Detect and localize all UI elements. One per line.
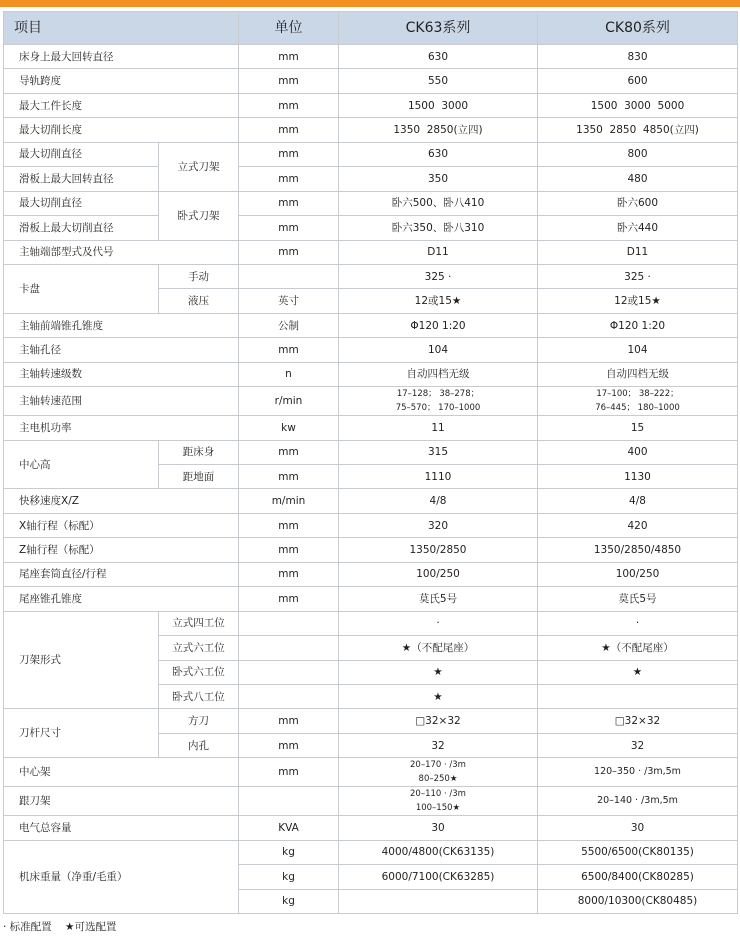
ck63-steady-line-2: 80–250★ [418, 774, 458, 785]
ck80-value: 自动四档无级 [538, 362, 738, 386]
ck63-speed-line-2: 75–570； 170–1000 [395, 403, 481, 414]
ck63-value: 11 [339, 416, 538, 440]
table-row [4, 338, 738, 362]
row-name: 中心高 [4, 440, 159, 489]
row-unit: n [239, 362, 339, 386]
ck80-value: · [538, 611, 738, 635]
row-unit: mm [239, 758, 339, 787]
row-unit [239, 684, 339, 708]
ck80-value: ★ [538, 660, 738, 684]
ck80-speed-line-1: 17–100； 38–222； [596, 389, 679, 400]
sub-label: 卧式六工位 [159, 660, 239, 684]
sub-label: 方刀 [159, 709, 239, 733]
header-row [4, 12, 738, 45]
ck63-value: 104 [339, 338, 538, 362]
row-name: 主电机功率 [4, 416, 239, 440]
row-unit: mm [239, 216, 339, 240]
row-unit: kw [239, 416, 339, 440]
table-row [4, 69, 738, 93]
row-unit: mm [239, 118, 339, 142]
table-row [4, 489, 738, 513]
ck80-value: 卧六600 [538, 191, 738, 215]
sub-label: 液压 [159, 289, 239, 313]
table-row [4, 611, 738, 635]
ck80-value: 12或15★ [538, 289, 738, 313]
ck63-value: ★（不配尾座） [339, 636, 538, 660]
ck63-value: 1350 2850(立四) [339, 118, 538, 142]
sub-label: 立式四工位 [159, 611, 239, 635]
row-unit: mm [239, 733, 339, 757]
row-unit: mm [239, 45, 339, 69]
row-unit [239, 660, 339, 684]
sub-label: 立式六工位 [159, 636, 239, 660]
row-unit: mm [239, 191, 339, 215]
ck80-value: 卧六440 [538, 216, 738, 240]
ck80-value: 6500/8400(CK80285) [538, 865, 738, 889]
ck80-value: 800 [538, 142, 738, 166]
row-name: 最大切削长度 [4, 118, 239, 142]
table-row [4, 362, 738, 386]
row-unit: mm [239, 240, 339, 264]
table-row [4, 240, 738, 264]
row-name: X轴行程（标配） [4, 513, 239, 537]
ck63-value: 350 [339, 167, 538, 191]
table-row [4, 216, 738, 240]
ck63-value: 1350/2850 [339, 538, 538, 562]
ck80-value: 104 [538, 338, 738, 362]
ck63-value: 315 [339, 440, 538, 464]
top-accent-bar [0, 0, 740, 7]
row-name: 主轴前端锥孔锥度 [4, 313, 239, 337]
ck80-value: 15 [538, 416, 738, 440]
ck63-value: 自动四档无级 [339, 362, 538, 386]
ck63-value: 630 [339, 45, 538, 69]
row-unit: kg [239, 889, 339, 913]
ck80-value: 325 · [538, 264, 738, 288]
ck63-follow-line-1: 20–110 · /3m [410, 789, 466, 800]
row-unit: mm [239, 167, 339, 191]
spec-table [3, 11, 738, 914]
ck80-value: 8000/10300(CK80485) [538, 889, 738, 913]
ck80-value: 1500 3000 5000 [538, 93, 738, 117]
row-unit: mm [239, 142, 339, 166]
sub-label: 距地面 [159, 465, 239, 489]
header-item: 项目 [4, 12, 239, 45]
sub-label: 内孔 [159, 733, 239, 757]
ck80-value: 400 [538, 440, 738, 464]
row-name: 滑板上最大回转直径 [4, 167, 159, 191]
ck63-value: 1500 3000 [339, 93, 538, 117]
ck80-value: 830 [538, 45, 738, 69]
ck63-value: 630 [339, 142, 538, 166]
table-row [4, 191, 738, 215]
row-name: 尾座锥孔锥度 [4, 587, 239, 611]
ck63-value: 卧六350、卧八310 [339, 216, 538, 240]
ck80-value: 1130 [538, 465, 738, 489]
ck63-value: 卧六500、卧八410 [339, 191, 538, 215]
ck63-value: 550 [339, 69, 538, 93]
ck80-value: 600 [538, 69, 738, 93]
ck80-value: ★（不配尾座） [538, 636, 738, 660]
ck63-follow-line-2: 100–150★ [415, 803, 461, 814]
row-unit: mm [239, 440, 339, 464]
sub-label: 距床身 [159, 440, 239, 464]
row-unit: 英寸 [239, 289, 339, 313]
row-unit [239, 636, 339, 660]
row-name: 导轨跨度 [4, 69, 239, 93]
row-name: 主轴转速范围 [4, 387, 239, 416]
row-name: 电气总容量 [4, 816, 239, 840]
ck80-value [538, 684, 738, 708]
table-row [4, 538, 738, 562]
row-name: 中心架 [4, 758, 239, 787]
ck63-value: D11 [339, 240, 538, 264]
row-name: 快移速度X/Z [4, 489, 239, 513]
ck63-value [339, 889, 538, 913]
table-row [4, 562, 738, 586]
header-ck63: CK63系列 [339, 12, 538, 45]
ck63-value: 1110 [339, 465, 538, 489]
ck80-value: 30 [538, 816, 738, 840]
ck63-value: 莫氏5号 [339, 587, 538, 611]
row-name: 跟刀架 [4, 787, 239, 816]
table-row [4, 167, 738, 191]
table-row [4, 313, 738, 337]
row-unit: mm [239, 93, 339, 117]
ck63-value [339, 787, 538, 816]
ck80-value: 5500/6500(CK80135) [538, 840, 738, 864]
ck80-value: 100/250 [538, 562, 738, 586]
row-name: 刀杆尺寸 [4, 709, 159, 758]
row-name: 主轴端部型式及代号 [4, 240, 239, 264]
row-unit: mm [239, 465, 339, 489]
row-unit [239, 787, 339, 816]
ck80-value: 420 [538, 513, 738, 537]
table-row [4, 387, 738, 416]
table-row [4, 142, 738, 166]
row-name: 最大工件长度 [4, 93, 239, 117]
header-unit: 单位 [239, 12, 339, 45]
ck80-value: D11 [538, 240, 738, 264]
ck63-value [339, 758, 538, 787]
ck80-value: 20–140 · /3m,5m [538, 787, 738, 816]
table-row [4, 264, 738, 288]
row-name: 机床重量（净重/毛重） [4, 840, 239, 913]
table-row [4, 758, 738, 787]
optional-config-note: ★可选配置 [65, 921, 117, 933]
row-unit: kg [239, 840, 339, 864]
ck80-value: □32×32 [538, 709, 738, 733]
ck63-value: □32×32 [339, 709, 538, 733]
row-unit: KVA [239, 816, 339, 840]
row-name: 床身上最大回转直径 [4, 45, 239, 69]
row-name: 主轴孔径 [4, 338, 239, 362]
ck80-value: 莫氏5号 [538, 587, 738, 611]
ck63-value: Φ120 1:20 [339, 313, 538, 337]
ck80-value: 1350 2850 4850(立四) [538, 118, 738, 142]
row-name: 尾座套筒直径/行程 [4, 562, 239, 586]
group-label: 卧式刀架 [159, 191, 239, 240]
row-name: 刀架形式 [4, 611, 159, 709]
row-name: 卡盘 [4, 264, 159, 313]
header-ck80: CK80系列 [538, 12, 738, 45]
ck63-value: 30 [339, 816, 538, 840]
table-row [4, 93, 738, 117]
table-row [4, 118, 738, 142]
row-name: 主轴转速级数 [4, 362, 239, 386]
table-row [4, 787, 738, 816]
row-unit: 公制 [239, 313, 339, 337]
ck80-value: Φ120 1:20 [538, 313, 738, 337]
ck63-value: 4/8 [339, 489, 538, 513]
table-row [4, 440, 738, 464]
row-unit: m/min [239, 489, 339, 513]
row-unit: mm [239, 338, 339, 362]
row-name: 最大切削直径 [4, 142, 159, 166]
sub-label: 手动 [159, 264, 239, 288]
sub-label: 卧式八工位 [159, 684, 239, 708]
group-label: 立式刀架 [159, 142, 239, 191]
table-row [4, 45, 738, 69]
row-name: Z轴行程（标配） [4, 538, 239, 562]
row-unit: mm [239, 562, 339, 586]
table-row [4, 416, 738, 440]
ck63-value: ★ [339, 660, 538, 684]
ck80-value: 4/8 [538, 489, 738, 513]
standard-config-note: · 标准配置 [3, 921, 52, 933]
row-unit: mm [239, 538, 339, 562]
ck63-value: ★ [339, 684, 538, 708]
ck80-value: 32 [538, 733, 738, 757]
ck63-value: 6000/7100(CK63285) [339, 865, 538, 889]
ck80-value: 1350/2850/4850 [538, 538, 738, 562]
ck63-steady-line-1: 20–170 · /3m [410, 760, 466, 771]
table-row [4, 816, 738, 840]
ck80-value: 480 [538, 167, 738, 191]
ck80-value: 120–350 · /3m,5m [538, 758, 738, 787]
row-name: 滑板上最大切削直径 [4, 216, 159, 240]
row-unit: mm [239, 513, 339, 537]
row-unit: r/min [239, 387, 339, 416]
row-unit [239, 264, 339, 288]
ck80-speed-line-2: 76–445； 180–1000 [595, 403, 680, 414]
ck63-speed-line-1: 17–128； 38–278； [396, 389, 480, 400]
ck80-value [538, 387, 738, 416]
row-unit: mm [239, 709, 339, 733]
legend-footnote [3, 919, 126, 934]
ck63-value: · [339, 611, 538, 635]
ck63-value [339, 387, 538, 416]
row-unit: kg [239, 865, 339, 889]
table-row [4, 709, 738, 733]
ck63-value: 100/250 [339, 562, 538, 586]
ck63-value: 325 · [339, 264, 538, 288]
table-row [4, 587, 738, 611]
ck63-value: 4000/4800(CK63135) [339, 840, 538, 864]
row-unit: mm [239, 587, 339, 611]
row-unit: mm [239, 69, 339, 93]
ck63-value: 32 [339, 733, 538, 757]
row-name: 最大切削直径 [4, 191, 159, 215]
ck63-value: 12或15★ [339, 289, 538, 313]
ck63-value: 320 [339, 513, 538, 537]
table-row [4, 513, 738, 537]
table-row [4, 840, 738, 864]
row-unit [239, 611, 339, 635]
